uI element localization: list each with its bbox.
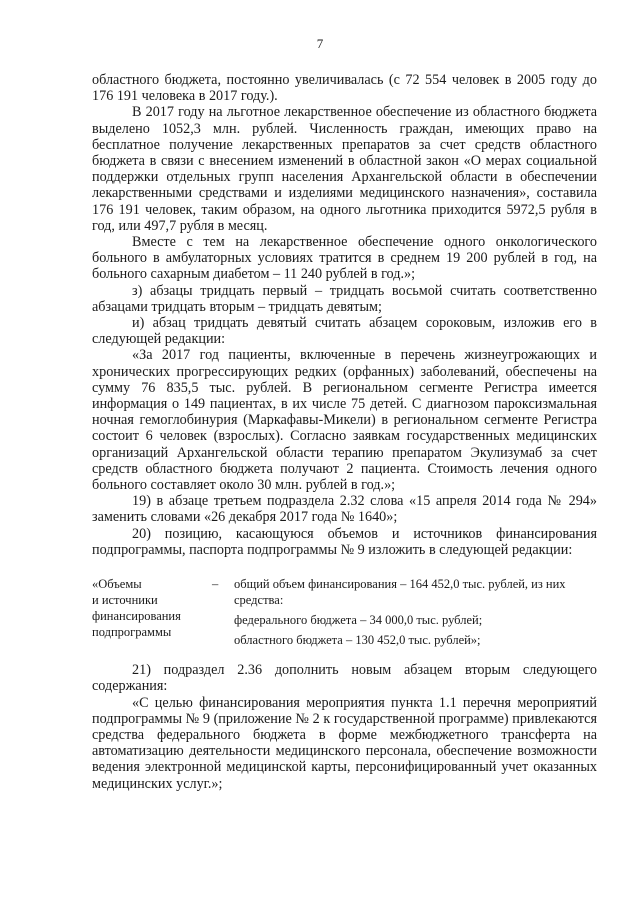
paragraph: з) абзацы тридцать первый – тридцать восьмой считать соответственно абзацами тридцать вторым – тридцать девятым; [92,282,597,315]
funding-label-line: «Объемы [92,577,142,592]
paragraph: «За 2017 год пациенты, включенные в перечень жизнеугрожающих и хронических прогрессирующих редких (орфанных) заболеваний, обеспечены на сумму 76 835,5 тыс. рублей. В региональном сегменте Регистра имеется информация о 149 пациентах, в их числе 75 детей. С диагнозом пароксизмальная ночная гемоглобинурия (Маркафавы-Микели) в региональном сегменте Регистра состоит 6 человек (взрослых). Согласно заявкам государственных медицинских организаций Архангельской области терапию препаратом Экулизумаб за счет средств областного бюджета получают 2 пациента. Стоимость лечения одного больного составляет около 30 млн. рублей в год.»; [92,347,597,494]
page-number: 7 [316,36,324,51]
funding-table-label [92,576,212,648]
paragraph-group-top [92,72,597,558]
funding-value-line: федерального бюджета – 34 000,0 тыс. рублей; [234,613,483,628]
funding-table-values [234,576,597,648]
funding-label-line: финансирования [92,609,181,624]
paragraph-group-bottom [92,662,597,792]
funding-table-dash: – [212,577,219,592]
funding-label-line: и источники [92,593,158,608]
funding-value-line: общий объем финансирования – 164 452,0 тыс. рублей, из них средства: [234,577,566,608]
paragraph: 20) позицию, касающуюся объемов и источников финансирования подпрограммы, паспорта подпрограммы № 9 изложить в следующей редакции: [92,525,597,558]
paragraph: и) абзац тридцать девятый считать абзацем сороковым, изложив его в следующей редакции: [92,315,597,348]
funding-table [92,576,597,648]
funding-label-line: подпрограммы [92,625,172,640]
paragraph: «С целью финансирования мероприятия пункта 1.1 перечня мероприятий подпрограммы № 9 (приложение № 2 к государственной программе) привлекаются средства федерального бюджета в форме межбюджетного трансферта на автоматизацию деятельности медицинского персонала, обеспечение возможности ведения электронной медицинской карты, персонифицированный учет оказанных медицинских услуг.»; [92,694,597,792]
paragraph: В 2017 году на льготное лекарственное обеспечение из областного бюджета выделено 1052,3 млн. рублей. Численность граждан, имеющих право на бесплатное получение лекарственных препаратов за счет средств областного бюджета в связи с внесением изменений в областной закон «О мерах социальной поддержки отдельных групп населения Архангельской области в обеспечении лекарственными средствами и изделиями медицинского назначения», составила 176 191 человек, таким образом, на одного льготника приходится 5972,5 рубля в год, или 497,7 рубля в месяц. [92,104,597,234]
paragraph: Вместе с тем на лекарственное обеспечение одного онкологического больного в амбулаторных условиях тратится в среднем 19 200 рублей в год, на больного сахарным диабетом – 11 240 рублей в год.»; [92,234,597,283]
paragraph: 21) подраздел 2.36 дополнить новым абзацем вторым следующего содержания: [92,662,597,695]
funding-value-line: областного бюджета – 130 452,0 тыс. рублей»; [234,633,481,648]
paragraph: областного бюджета, постоянно увеличивалась (с 72 554 человек в 2005 году до 176 191 человека в 2017 году.). [92,72,597,105]
document-body [92,72,597,792]
paragraph: 19) в абзаце третьем подраздела 2.32 слова «15 апреля 2014 года № 294» заменить словами «26 декабря 2017 года № 1640»; [92,493,597,526]
